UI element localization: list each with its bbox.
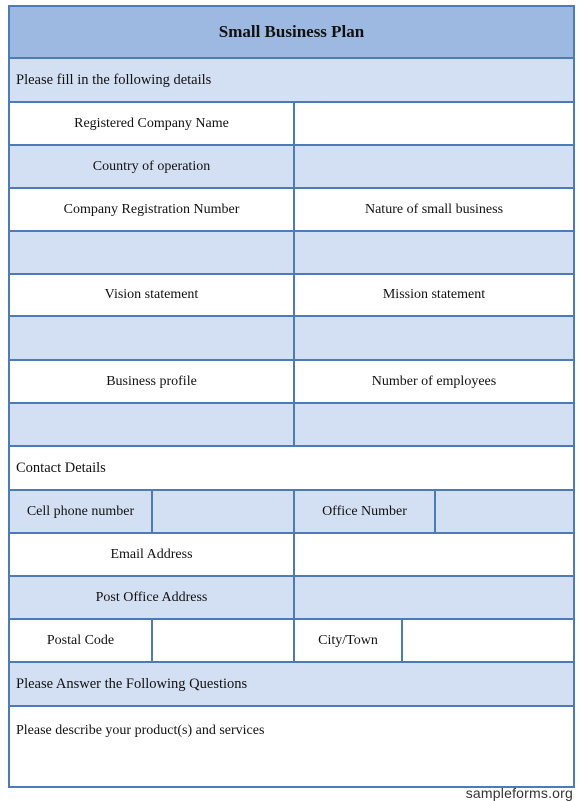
questions-header: Please Answer the Following Questions — [16, 675, 248, 692]
form-title-row — [10, 7, 573, 59]
city-town-label: City/Town — [318, 632, 378, 648]
email-address-field[interactable] — [295, 534, 573, 575]
cell-phone-label: Cell phone number — [26, 503, 135, 519]
registered-company-name-field[interactable] — [295, 103, 573, 144]
registration-fields-row — [10, 232, 573, 275]
mission-statement-field[interactable] — [295, 317, 573, 359]
form-title: Small Business Plan — [218, 22, 365, 41]
questions-header-row — [10, 663, 573, 707]
watermark: sampleforms.org — [465, 785, 573, 801]
cell-phone-field[interactable] — [153, 491, 293, 532]
profile-labels-row — [10, 361, 573, 404]
postal-row — [10, 620, 573, 663]
number-of-employees-field[interactable] — [295, 404, 573, 445]
profile-fields-row — [10, 404, 573, 447]
business-profile-label: Business profile — [106, 373, 197, 389]
contact-details-row — [10, 447, 573, 491]
post-office-address-label: Post Office Address — [95, 589, 208, 605]
phone-row — [10, 491, 573, 534]
office-number-label: Office Number — [322, 503, 407, 519]
nature-of-business-field[interactable] — [295, 232, 573, 273]
products-services-label: Please describe your product(s) and services — [16, 723, 265, 738]
registered-company-row — [10, 103, 573, 146]
vision-statement-field[interactable] — [10, 317, 293, 359]
small-business-plan-form — [8, 5, 575, 788]
business-profile-field[interactable] — [10, 404, 293, 445]
country-row — [10, 146, 573, 189]
details-header-row — [10, 59, 573, 103]
contact-details-header: Contact Details — [16, 459, 106, 476]
nature-of-business-label: Nature of small business — [364, 201, 504, 217]
country-of-operation-label: Country of operation — [92, 158, 211, 174]
vision-statement-label: Vision statement — [104, 287, 199, 302]
statement-fields-row — [10, 317, 573, 361]
city-town-field[interactable] — [403, 620, 573, 661]
registered-company-name-label: Registered Company Name — [74, 115, 229, 131]
country-of-operation-field[interactable] — [295, 146, 573, 187]
number-of-employees-label: Number of employees — [371, 373, 497, 389]
mission-statement-label: Mission statement — [382, 287, 486, 302]
office-number-field[interactable] — [436, 491, 573, 532]
postal-code-field[interactable] — [153, 620, 293, 661]
post-office-row — [10, 577, 573, 620]
products-services-field[interactable] — [10, 707, 573, 786]
email-row — [10, 534, 573, 577]
details-header: Please fill in the following details — [16, 71, 212, 88]
company-registration-number-field[interactable] — [10, 232, 293, 273]
post-office-address-field[interactable] — [295, 577, 573, 618]
email-address-label: Email Address — [110, 546, 193, 562]
products-services-row — [10, 707, 573, 786]
registration-labels-row — [10, 189, 573, 232]
statement-labels-row — [10, 275, 573, 317]
company-registration-number-label: Company Registration Number — [63, 201, 240, 217]
postal-code-label: Postal Code — [46, 632, 115, 648]
